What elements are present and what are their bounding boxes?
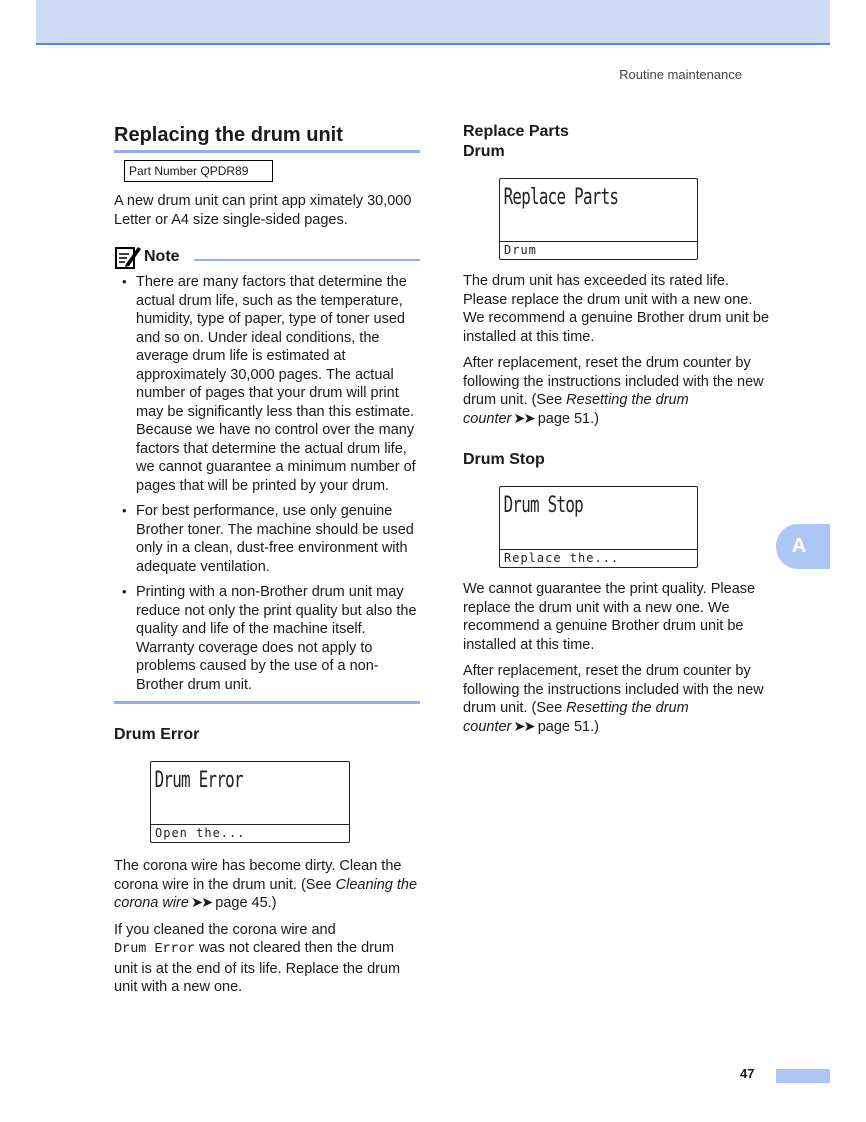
lcd-drum-stop bbox=[499, 486, 698, 568]
note-block bbox=[114, 245, 420, 704]
drum-error-paragraph-2: If you cleaned the corona wire and Drum Error was not cleared then the drum unit is at the end of its life. Replace the drum unit with a new one. bbox=[114, 921, 401, 995]
replace-parts-paragraph-1: The drum unit has exceeded its rated life. Please replace the drum unit with a new one. We recommend a genuine Brother drum unit be installed at this time. bbox=[463, 273, 770, 345]
note-rule bbox=[194, 259, 420, 261]
page-number: 47 bbox=[740, 1066, 755, 1081]
note-pencil-icon bbox=[114, 244, 142, 270]
drum-stop-paragraph-1: We cannot guarantee the print quality. Please replace the drum unit with a new one. We recommend a genuine Brother drum unit be installed at this time. bbox=[463, 581, 756, 653]
appendix-side-tab: A bbox=[776, 524, 830, 569]
left-column bbox=[114, 118, 420, 997]
note-list bbox=[114, 273, 420, 694]
note-end-rule bbox=[114, 701, 420, 704]
section-title: Replacing the drum unit bbox=[114, 124, 343, 146]
lcd-message-code: Drum Error bbox=[114, 942, 196, 957]
cross-reference-link[interactable]: Cleaning the corona wire bbox=[114, 876, 418, 911]
lcd-bottom-line: Replace the... bbox=[500, 549, 697, 567]
note-item: • There are many factors that determine the actual drum life, such as the temperature, humidity, type of paper, type of toner used and so on. Under ideal conditions, the average drum life is estimated at approximately 30,000 pages. The actual number of pages that your drum will print may be significantly less than this estimate. Because we have no control over the many factors that determine the actual drum life, we cannot guarantee a minimum number of pages that will be printed by your drum. bbox=[114, 273, 420, 495]
running-head: Routine maintenance bbox=[619, 67, 742, 82]
cross-reference-link[interactable]: Resetting the drum counter bbox=[463, 392, 689, 427]
note-item: • Printing with a non-Brother drum unit may reduce not only the print quality but also the quality and life of the machine itself. Warranty coverage does not apply to problems caused by the use of a non-Brother drum unit. bbox=[114, 583, 420, 694]
lcd-bottom-line: Open the... bbox=[151, 824, 349, 842]
double-arrow-icon: ➤➤ bbox=[513, 718, 534, 735]
intro-paragraph: A new drum unit can print app ximately 30,000 Letter or A4 size single-sided pages. bbox=[114, 193, 412, 228]
replace-parts-heading: Replace Parts Drum bbox=[463, 123, 569, 160]
note-label: Note bbox=[144, 248, 180, 265]
drum-stop-heading: Drum Stop bbox=[463, 451, 545, 468]
part-number-box: Part Number QPDR89 bbox=[124, 160, 273, 182]
lcd-top-line: Drum Stop bbox=[503, 493, 583, 518]
lcd-bottom-line: Drum bbox=[500, 241, 697, 259]
drum-stop-paragraph-2: After replacement, reset the drum counter by following the instructions included with the new drum unit. (See Resetting the drum counter ➤➤ page 51.) bbox=[463, 663, 764, 735]
page-number-bar bbox=[776, 1069, 830, 1083]
double-arrow-icon: ➤➤ bbox=[190, 895, 212, 911]
drum-error-heading: Drum Error bbox=[114, 726, 200, 743]
note-header bbox=[114, 245, 420, 269]
drum-error-paragraph-1: The corona wire has become dirty. Clean the corona wire in the drum unit. (See Cleaning the corona wire ➤➤ page 45.) bbox=[114, 858, 418, 911]
cross-reference-link[interactable]: Resetting the drum counter bbox=[463, 700, 689, 735]
replace-parts-paragraph-2: After replacement, reset the drum counter by following the instructions included with the new drum unit. (See Resetting the drum counter ➤➤ page 51.) bbox=[463, 355, 764, 427]
title-rule bbox=[114, 150, 420, 153]
top-band bbox=[36, 0, 830, 45]
lcd-top-line: Replace Parts bbox=[503, 185, 619, 210]
lcd-replace-parts bbox=[499, 178, 698, 260]
note-item: • For best performance, use only genuine Brother toner. The machine should be used only in a clean, dust-free environment with adequate ventilation. bbox=[114, 502, 420, 576]
right-column bbox=[463, 118, 773, 736]
lcd-drum-error bbox=[150, 761, 350, 843]
double-arrow-icon: ➤➤ bbox=[513, 410, 534, 427]
lcd-top-line: Drum Error bbox=[154, 768, 243, 793]
